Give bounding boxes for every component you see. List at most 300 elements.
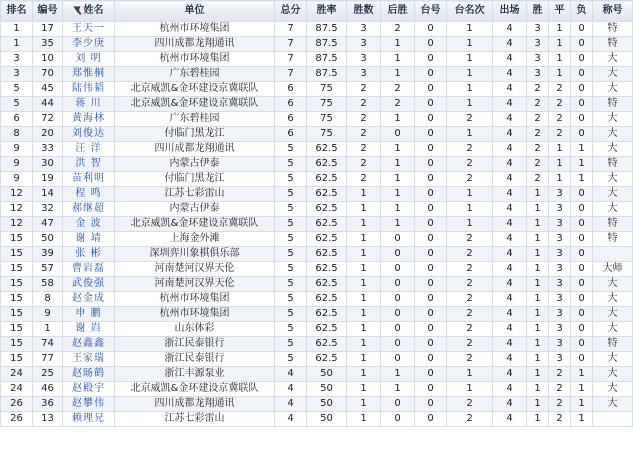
cell-rank: 5 (1, 97, 33, 112)
cell-draw: 2 (549, 412, 571, 427)
header-row (1, 1, 633, 22)
cell-name[interactable]: 金 波 (63, 217, 115, 232)
cell-late-wins: 1 (381, 112, 415, 127)
cell-name[interactable]: 赵金成 (63, 292, 115, 307)
cell-wins: 3 (347, 37, 381, 52)
table-row[interactable] (1, 217, 633, 232)
cell-name[interactable]: 赵旸鹤 (63, 367, 115, 382)
cell-win: 1 (527, 247, 549, 262)
cell-board: 0 (415, 397, 447, 412)
cell-played: 4 (493, 337, 527, 352)
cell-draw: 3 (549, 202, 571, 217)
cell-title: 大 (593, 127, 633, 142)
cell-unit: 江苏七彩雷山 (115, 412, 275, 427)
cell-name[interactable]: 刘俊达 (63, 127, 115, 142)
cell-win: 1 (527, 277, 549, 292)
cell-rank: 9 (1, 142, 33, 157)
cell-title: 大 (593, 382, 633, 397)
cell-number: 36 (33, 397, 63, 412)
col-header-win[interactable]: 胜 (527, 1, 549, 22)
cell-board-rank: 2 (447, 322, 493, 337)
cell-board-rank: 1 (447, 37, 493, 52)
cell-draw: 3 (549, 262, 571, 277)
cell-unit: 付临门黑龙江 (115, 127, 275, 142)
cell-win: 1 (527, 292, 549, 307)
cell-board: 0 (415, 337, 447, 352)
cell-board: 0 (415, 202, 447, 217)
col-header-unit[interactable]: 单位 (115, 1, 275, 22)
cell-draw: 1 (549, 37, 571, 52)
cell-board: 0 (415, 157, 447, 172)
cell-rank: 1 (1, 22, 33, 37)
table-row[interactable] (1, 112, 633, 127)
col-header-draw[interactable]: 平 (549, 1, 571, 22)
cell-late-wins: 1 (381, 217, 415, 232)
cell-number: 72 (33, 112, 63, 127)
table-row[interactable] (1, 337, 633, 352)
cell-wins: 1 (347, 322, 381, 337)
cell-total: 6 (275, 112, 307, 127)
cell-unit: 广东碧桂园 (115, 112, 275, 127)
cell-board: 0 (415, 22, 447, 37)
cell-title: 大 (593, 187, 633, 202)
cell-rank: 24 (1, 382, 33, 397)
cell-loss: 1 (571, 412, 593, 427)
cell-rank: 15 (1, 292, 33, 307)
cell-title: 大 (593, 82, 633, 97)
cell-draw: 3 (549, 247, 571, 262)
cell-played: 4 (493, 97, 527, 112)
cell-winrate: 62.5 (307, 307, 347, 322)
cell-title: 大师 (593, 262, 633, 277)
cell-board-rank: 1 (447, 22, 493, 37)
cell-late-wins: 1 (381, 67, 415, 82)
cell-played: 4 (493, 157, 527, 172)
table-row[interactable] (1, 262, 633, 277)
cell-rank: 12 (1, 217, 33, 232)
cell-loss: 0 (571, 352, 593, 367)
cell-late-wins: 0 (381, 277, 415, 292)
table-row[interactable] (1, 97, 633, 112)
cell-win: 1 (527, 322, 549, 337)
table-row[interactable] (1, 187, 633, 202)
cell-loss: 0 (571, 37, 593, 52)
cell-unit: 北京威凯&金环建设京冀联队 (115, 382, 275, 397)
cell-total: 7 (275, 67, 307, 82)
cell-total: 5 (275, 337, 307, 352)
col-header-title[interactable]: 称号 (593, 1, 633, 22)
cell-late-wins: 1 (381, 157, 415, 172)
cell-title: 特 (593, 22, 633, 37)
cell-played: 4 (493, 307, 527, 322)
cell-total: 5 (275, 307, 307, 322)
cell-win: 3 (527, 22, 549, 37)
cell-unit: 北京威凯&金环建设京冀联队 (115, 217, 275, 232)
table-row[interactable] (1, 52, 633, 67)
cell-late-wins: 0 (381, 322, 415, 337)
table-row[interactable] (1, 127, 633, 142)
cell-wins: 1 (347, 202, 381, 217)
cell-winrate: 87.5 (307, 22, 347, 37)
table-row[interactable] (1, 22, 633, 37)
col-header-winrate[interactable]: 胜率 (307, 1, 347, 22)
cell-draw: 2 (549, 397, 571, 412)
cell-total: 5 (275, 277, 307, 292)
cell-number: 57 (33, 262, 63, 277)
cell-name[interactable]: 张 彬 (63, 247, 115, 262)
cell-played: 4 (493, 82, 527, 97)
cell-unit: 北京威凯&金环建设京冀联队 (115, 97, 275, 112)
cell-draw: 3 (549, 322, 571, 337)
table-row[interactable] (1, 67, 633, 82)
cell-unit: 江苏七彩雷山 (115, 187, 275, 202)
cell-title: 大 (593, 172, 633, 187)
cell-wins: 1 (347, 187, 381, 202)
cell-played: 4 (493, 412, 527, 427)
cell-wins: 2 (347, 97, 381, 112)
cell-winrate: 62.5 (307, 247, 347, 262)
cell-name[interactable]: 刘 明 (63, 52, 115, 67)
table-row[interactable] (1, 307, 633, 322)
cell-number: 77 (33, 352, 63, 367)
cell-wins: 3 (347, 67, 381, 82)
table-row[interactable] (1, 37, 633, 52)
cell-total: 5 (275, 187, 307, 202)
cell-number: 70 (33, 67, 63, 82)
cell-name[interactable]: 赵攀伟 (63, 397, 115, 412)
cell-loss: 0 (571, 277, 593, 292)
cell-total: 7 (275, 22, 307, 37)
cell-rank: 15 (1, 232, 33, 247)
cell-loss: 1 (571, 142, 593, 157)
col-header-number[interactable]: 编号 (33, 1, 63, 22)
cell-loss: 0 (571, 307, 593, 322)
cell-board-rank: 1 (447, 52, 493, 67)
cell-winrate: 75 (307, 82, 347, 97)
cell-win: 1 (527, 382, 549, 397)
cell-title: 大 (593, 292, 633, 307)
cell-total: 5 (275, 352, 307, 367)
table-row[interactable] (1, 202, 633, 217)
cell-board-rank: 1 (447, 217, 493, 232)
cell-name[interactable]: 王家瑞 (63, 352, 115, 367)
cell-played: 4 (493, 217, 527, 232)
cell-board: 0 (415, 172, 447, 187)
cell-name[interactable]: 郝继超 (63, 202, 115, 217)
cell-draw: 3 (549, 217, 571, 232)
col-header-late-wins[interactable]: 后胜 (381, 1, 415, 22)
cell-number: 44 (33, 97, 63, 112)
cell-title: 大 (593, 352, 633, 367)
cell-wins: 1 (347, 277, 381, 292)
cell-loss: 0 (571, 322, 593, 337)
cell-number: 20 (33, 127, 63, 142)
cell-number: 74 (33, 337, 63, 352)
cell-win: 1 (527, 412, 549, 427)
cell-draw: 2 (549, 82, 571, 97)
cell-board: 0 (415, 97, 447, 112)
cell-loss: 0 (571, 52, 593, 67)
col-header-board-rank[interactable]: 台名次 (447, 1, 493, 22)
cell-rank: 24 (1, 367, 33, 382)
cell-rank: 15 (1, 352, 33, 367)
cell-total: 5 (275, 172, 307, 187)
cell-winrate: 87.5 (307, 37, 347, 52)
cell-wins: 3 (347, 52, 381, 67)
cell-late-wins: 0 (381, 232, 415, 247)
cell-played: 4 (493, 172, 527, 187)
cell-board: 0 (415, 112, 447, 127)
cell-title: 特 (593, 217, 633, 232)
cell-winrate: 62.5 (307, 142, 347, 157)
cell-name[interactable]: 蒋 川 (63, 97, 115, 112)
cell-total: 7 (275, 37, 307, 52)
cell-name[interactable]: 申 鹏 (63, 307, 115, 322)
cell-title: 大 (593, 67, 633, 82)
cell-win: 3 (527, 52, 549, 67)
cell-rank: 15 (1, 307, 33, 322)
cell-title: 大 (593, 277, 633, 292)
cell-win: 2 (527, 127, 549, 142)
cell-name[interactable]: 赖理兄 (63, 412, 115, 427)
cell-title: 大 (593, 202, 633, 217)
cell-board-rank: 2 (447, 262, 493, 277)
cell-wins: 1 (347, 382, 381, 397)
cell-win: 1 (527, 367, 549, 382)
cell-draw: 1 (549, 142, 571, 157)
table-row[interactable] (1, 412, 633, 427)
cell-number: 8 (33, 292, 63, 307)
cell-winrate: 62.5 (307, 337, 347, 352)
cell-win: 1 (527, 352, 549, 367)
cell-board: 0 (415, 382, 447, 397)
table-row[interactable] (1, 277, 633, 292)
cell-late-wins: 1 (381, 52, 415, 67)
cell-number: 10 (33, 52, 63, 67)
cell-wins: 1 (347, 262, 381, 277)
cell-late-wins: 0 (381, 412, 415, 427)
cell-played: 4 (493, 292, 527, 307)
cell-wins: 2 (347, 157, 381, 172)
cell-number: 58 (33, 277, 63, 292)
cell-rank: 15 (1, 262, 33, 277)
table-row[interactable] (1, 322, 633, 337)
cell-draw: 1 (549, 52, 571, 67)
cell-unit: 广东碧桂园 (115, 67, 275, 82)
cell-loss: 0 (571, 232, 593, 247)
cell-board: 0 (415, 247, 447, 262)
cell-total: 5 (275, 157, 307, 172)
col-header-board[interactable]: 台号 (415, 1, 447, 22)
cell-win: 1 (527, 262, 549, 277)
cell-winrate: 87.5 (307, 67, 347, 82)
cell-name[interactable]: 洪 智 (63, 157, 115, 172)
cell-name[interactable]: 郑惟桐 (63, 67, 115, 82)
cell-title: 大 (593, 307, 633, 322)
cell-winrate: 62.5 (307, 262, 347, 277)
cell-late-wins: 0 (381, 127, 415, 142)
cell-unit: 河南楚河汉界天伦 (115, 277, 275, 292)
cell-win: 2 (527, 172, 549, 187)
cell-board: 0 (415, 292, 447, 307)
cell-played: 4 (493, 262, 527, 277)
cell-board: 0 (415, 352, 447, 367)
cell-name[interactable]: 武俊强 (63, 277, 115, 292)
cell-loss: 0 (571, 112, 593, 127)
cell-name[interactable]: 黄海林 (63, 112, 115, 127)
cell-board-rank: 1 (447, 67, 493, 82)
cell-name[interactable]: 谢 靖 (63, 232, 115, 247)
table-row[interactable] (1, 247, 633, 262)
cell-played: 4 (493, 397, 527, 412)
cell-unit: 河南楚河汉界天伦 (115, 262, 275, 277)
cell-wins: 1 (347, 397, 381, 412)
col-header-loss[interactable]: 负 (571, 1, 593, 22)
cell-board: 0 (415, 67, 447, 82)
table-row[interactable] (1, 352, 633, 367)
cell-wins: 2 (347, 142, 381, 157)
cell-loss: 0 (571, 22, 593, 37)
cell-title (593, 412, 633, 427)
col-header-played[interactable]: 出场 (493, 1, 527, 22)
cell-played: 4 (493, 187, 527, 202)
table-row[interactable] (1, 382, 633, 397)
cell-name[interactable]: 陆伟韬 (63, 82, 115, 97)
cell-loss: 0 (571, 217, 593, 232)
cell-unit: 杭州市环境集团 (115, 22, 275, 37)
cell-board-rank: 1 (447, 187, 493, 202)
cell-total: 7 (275, 52, 307, 67)
cell-name[interactable]: 谢 岿 (63, 322, 115, 337)
cell-winrate: 62.5 (307, 352, 347, 367)
cell-loss: 1 (571, 397, 593, 412)
col-header-rank[interactable]: 排名 (1, 1, 33, 22)
cell-number: 50 (33, 232, 63, 247)
cell-winrate: 62.5 (307, 292, 347, 307)
cell-wins: 2 (347, 127, 381, 142)
table-row[interactable] (1, 397, 633, 412)
cell-win: 1 (527, 307, 549, 322)
cell-draw: 2 (549, 97, 571, 112)
cell-win: 2 (527, 112, 549, 127)
cell-name[interactable]: 程 鸣 (63, 187, 115, 202)
cell-rank: 1 (1, 37, 33, 52)
cell-winrate: 75 (307, 127, 347, 142)
table-row[interactable] (1, 172, 633, 187)
cell-played: 4 (493, 52, 527, 67)
cell-draw: 1 (549, 157, 571, 172)
cell-winrate: 62.5 (307, 202, 347, 217)
cell-win: 1 (527, 397, 549, 412)
cell-played: 4 (493, 202, 527, 217)
cell-win: 2 (527, 142, 549, 157)
cell-unit: 浙江民泰银行 (115, 352, 275, 367)
col-header-name[interactable]: 姓名 (63, 1, 115, 22)
cell-rank: 26 (1, 397, 33, 412)
table-row[interactable] (1, 82, 633, 97)
cell-board-rank: 1 (447, 202, 493, 217)
table-row[interactable] (1, 232, 633, 247)
cell-name[interactable]: 汪 洋 (63, 142, 115, 157)
col-header-total[interactable]: 总分 (275, 1, 307, 22)
cell-total: 6 (275, 127, 307, 142)
cell-wins: 2 (347, 112, 381, 127)
cell-number: 33 (33, 142, 63, 157)
cell-winrate: 75 (307, 97, 347, 112)
cell-loss: 1 (571, 157, 593, 172)
table-row[interactable] (1, 367, 633, 382)
cell-total: 5 (275, 217, 307, 232)
table-row[interactable] (1, 142, 633, 157)
cell-late-wins: 2 (381, 97, 415, 112)
cell-number: 32 (33, 202, 63, 217)
cell-board-rank: 1 (447, 127, 493, 142)
cell-draw: 2 (549, 127, 571, 142)
cell-winrate: 50 (307, 367, 347, 382)
cell-number: 17 (33, 22, 63, 37)
cell-loss: 0 (571, 202, 593, 217)
cell-total: 4 (275, 382, 307, 397)
cell-unit: 浙江丰源泵业 (115, 367, 275, 382)
cell-played: 4 (493, 367, 527, 382)
cell-total: 4 (275, 367, 307, 382)
cell-total: 5 (275, 262, 307, 277)
cell-board: 0 (415, 52, 447, 67)
cell-board: 0 (415, 187, 447, 202)
cell-played: 4 (493, 112, 527, 127)
table-row[interactable] (1, 292, 633, 307)
cell-late-wins: 0 (381, 292, 415, 307)
cell-late-wins: 1 (381, 142, 415, 157)
cell-unit: 四川成都龙翔通讯 (115, 397, 275, 412)
cell-rank: 12 (1, 187, 33, 202)
cell-draw: 1 (549, 172, 571, 187)
cell-loss: 0 (571, 67, 593, 82)
cell-name[interactable]: 王天一 (63, 22, 115, 37)
cell-loss: 0 (571, 82, 593, 97)
cell-name[interactable]: 曹岩磊 (63, 262, 115, 277)
cell-name[interactable]: 赵殿宇 (63, 382, 115, 397)
cell-winrate: 62.5 (307, 172, 347, 187)
cell-winrate: 62.5 (307, 232, 347, 247)
cell-name[interactable]: 赵鑫鑫 (63, 337, 115, 352)
cell-wins: 1 (347, 232, 381, 247)
cell-late-wins: 0 (381, 397, 415, 412)
cell-number: 46 (33, 382, 63, 397)
cell-unit: 山东体彩 (115, 322, 275, 337)
cell-title: 特 (593, 337, 633, 352)
cell-board: 0 (415, 142, 447, 157)
cell-name[interactable]: 苗利明 (63, 172, 115, 187)
cell-total: 5 (275, 292, 307, 307)
cell-title: 大 (593, 322, 633, 337)
cell-wins: 1 (347, 337, 381, 352)
cell-win: 1 (527, 187, 549, 202)
cell-wins: 1 (347, 307, 381, 322)
cell-total: 5 (275, 202, 307, 217)
col-header-wins[interactable]: 胜数 (347, 1, 381, 22)
cell-rank: 15 (1, 322, 33, 337)
cell-title: 大 (593, 367, 633, 382)
cell-name[interactable]: 李少庚 (63, 37, 115, 52)
cell-board-rank: 2 (447, 397, 493, 412)
cell-played: 4 (493, 277, 527, 292)
cell-late-wins: 0 (381, 337, 415, 352)
cell-board-rank: 2 (447, 292, 493, 307)
cell-wins: 2 (347, 172, 381, 187)
cell-board-rank: 2 (447, 142, 493, 157)
table-row[interactable] (1, 157, 633, 172)
